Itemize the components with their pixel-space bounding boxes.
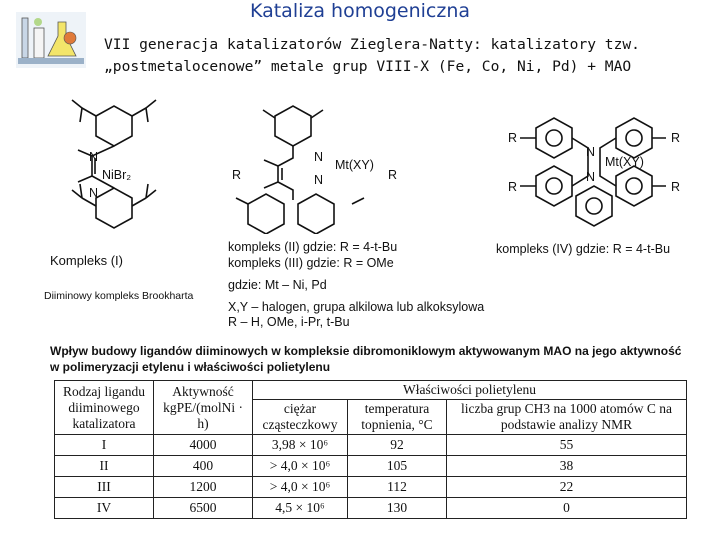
table-caption: Wpływ budowy ligandów diiminowych w kompleksie dibromoniklowym aktywowanym MAO na jego aktywność w polimeryzacji etylenu i właściwości polietylenu [50,344,682,374]
cell-ch3: 38 [447,456,687,477]
cell-mass: > 4,0 × 10⁶ [253,456,348,477]
cell-ligand: II [55,456,154,477]
complex-2-text-3: gdzie: Mt – Ni, Pd [228,278,327,292]
complex-4-r-top-right: R [671,131,681,145]
brookhart-caption: Diiminowy kompleks Brookharta [44,290,194,302]
complex-2-metal: Mt(XY) [335,158,374,172]
complex-4-metal: Mt(XY) [605,155,644,169]
header-ligand: Rodzaj ligandu diiminowego katalizatora [55,381,154,435]
cell-temp: 105 [348,456,447,477]
complex-4-r-bottom-left: R [508,180,518,194]
complex-2-n-top: N [314,150,324,164]
chemistry-lab-clipart-icon [14,8,88,72]
cell-temp: 92 [348,435,447,456]
table-row [55,456,687,477]
cell-ch3: 22 [447,477,687,498]
complex-1-n-bottom: N [89,186,99,200]
cell-mass: > 4,0 × 10⁶ [253,477,348,498]
complex-4-caption: kompleks (IV) gdzie: R = 4-t-Bu [496,242,671,256]
cell-ch3: 55 [447,435,687,456]
table-row [55,477,687,498]
cell-activity: 1200 [154,477,253,498]
table-row [55,498,687,519]
cell-activity: 4000 [154,435,253,456]
complex-2-text-5: R – H, OMe, i-Pr, t-Bu [228,315,350,329]
header-activity: Aktywność kgPE/(molNi · h) [154,381,253,435]
header-ch3: liczba grup CH3 na 1000 atomów C na podstawie analizy NMR [447,400,687,435]
cell-activity: 400 [154,456,253,477]
complex-2-text-2: kompleks (III) gdzie: R = OMe [228,256,394,270]
table-row [55,435,687,456]
complex-4-n-top: N [586,145,596,159]
cell-ligand: IV [55,498,154,519]
cell-mass: 3,98 × 10⁶ [253,435,348,456]
subtitle-line-2: „postmetalocenowe” metale grup VIII-X (Fe, Co, Ni, Pd) + MAO [104,58,632,75]
polyethylene-properties-table [54,380,687,519]
header-temp: temperatura topnienia, °C [348,400,447,435]
complex-2-r-right: R [388,168,398,182]
cell-mass: 4,5 × 10⁶ [253,498,348,519]
cell-ch3: 0 [447,498,687,519]
cell-activity: 6500 [154,498,253,519]
complex-4-r-top-left: R [508,131,518,145]
complex-2-r-left: R [232,168,242,182]
complex-4-r-bottom-right: R [671,180,681,194]
complex-1-n-top: N [89,150,99,164]
slide-title: Kataliza homogeniczna [249,0,471,22]
complex-2-text-4: X,Y – halogen, grupa alkilowa lub alkoksylowa [228,300,485,314]
header-properties: Właściwości polietylenu [253,381,687,400]
subtitle-line-1: VII generacja katalizatorów Zieglera-Natty: katalizatory tzw. [104,36,640,53]
complex-1-caption: Kompleks (I) [50,253,123,268]
cell-temp: 112 [348,477,447,498]
complex-2-text-1: kompleks (II) gdzie: R = 4-t-Bu [228,240,398,254]
complex-4-n-bottom: N [586,170,596,184]
complex-1-metal: NiBr₂ [102,168,132,182]
cell-temp: 130 [348,498,447,519]
cell-ligand: III [55,477,154,498]
cell-ligand: I [55,435,154,456]
header-mass: ciężar cząsteczkowy [253,400,348,435]
complex-2-n-bottom: N [314,173,324,187]
